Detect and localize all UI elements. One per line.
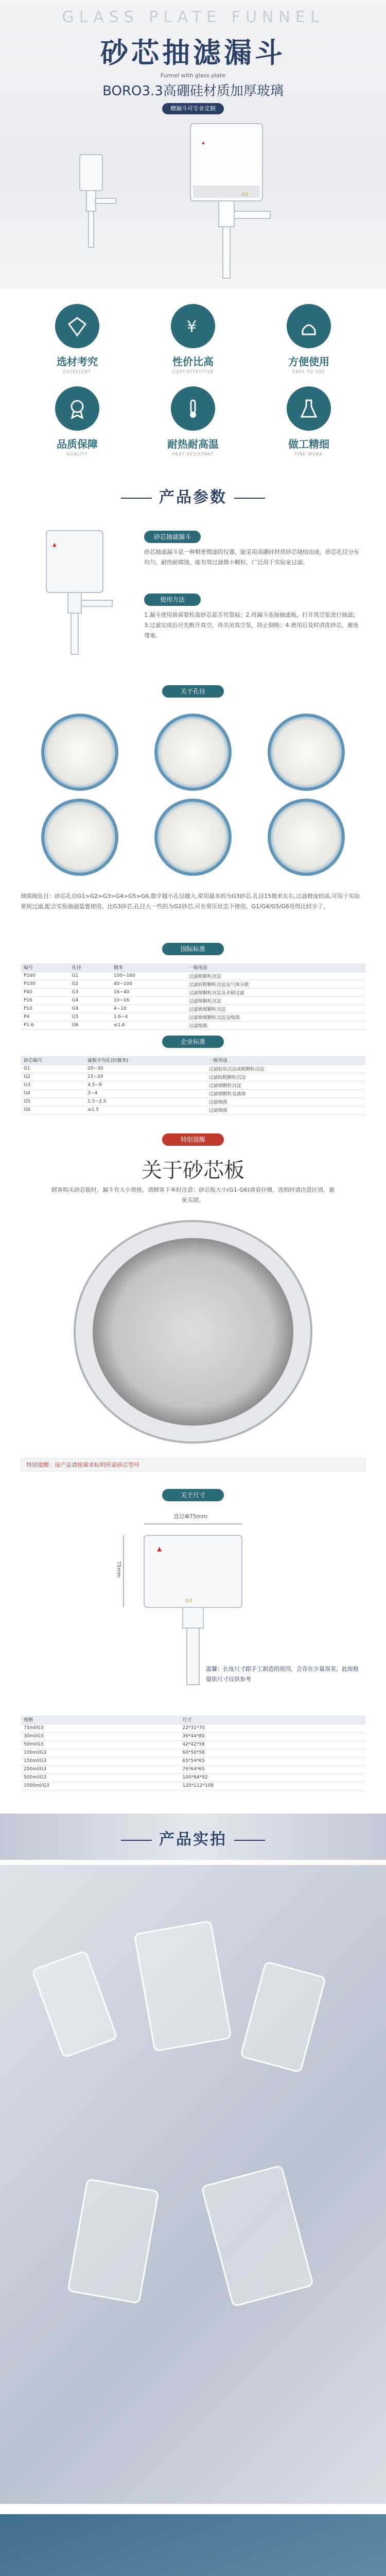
size-pill: 关于尺寸 — [162, 1489, 224, 1501]
feature-en: EASY TO USE — [292, 369, 325, 374]
table-cell: 过滤细颗粒沉淀 — [206, 1081, 365, 1089]
funnel-illustration — [0, 113, 386, 289]
table-cell: 过滤细颗粒及液体 — [206, 1089, 365, 1097]
table-row — [21, 996, 365, 1005]
table-cell: 1.6~4 — [111, 1013, 186, 1021]
pore-description: 细菌阀色目：砂芯孔径G1>G2>G3>G4>G5>G6,数字越小孔径越大,常用最多的为G3砂芯,孔径15微米左右,过滤精度较高,可用于实验常规过滤,配合实验抽滤装置使用。比G3砂芯,孔径大一些的为G2砂芯,可在常压状态下使用。G1/G4/G5/G6用得比较少了。 — [21, 893, 360, 910]
table-cell: 20~30 — [84, 1064, 205, 1073]
sand-pill: 特别提醒 — [162, 1133, 224, 1146]
table-cell: P40 — [21, 988, 69, 996]
usage-pill: 使用方法 — [144, 594, 201, 606]
table-row — [21, 1757, 365, 1765]
table-cell: 过滤细颗粒沉淀及水银过滤 — [186, 988, 365, 996]
table-header: 编号 — [21, 963, 69, 972]
table-row — [21, 1724, 365, 1732]
hero-sub-small: Funnel with glass plate — [160, 72, 226, 79]
medal-icon — [55, 386, 99, 431]
product-photo-1 — [0, 1865, 386, 2504]
standard-table-enterprise — [21, 1056, 365, 1114]
table-header: 孔径 — [69, 963, 111, 972]
feature-label: 性价比高 — [172, 355, 214, 368]
flask-icon — [287, 386, 331, 431]
feature-item — [154, 304, 232, 374]
table-cell: 65*54*65 — [179, 1757, 365, 1765]
feature-en: HEAT RESISTANT — [172, 452, 214, 456]
table-cell: 75ml/G3 — [21, 1724, 179, 1732]
table-cell: 100*84*92 — [179, 1773, 365, 1782]
table-cell: ≤1.6 — [111, 1021, 186, 1029]
hero-title: 砂芯抽滤漏斗 — [100, 37, 286, 69]
hero-eng-title: GLASS PLATE FUNNEL — [62, 8, 324, 26]
table-cell: G3 — [69, 988, 111, 996]
table-row — [21, 980, 365, 988]
svg-text:G3: G3 — [242, 192, 249, 197]
intro-pill: 砂芯抽滤漏斗 — [144, 531, 201, 543]
feature-item — [270, 386, 347, 456]
size-dim-top: 直径Φ75mm — [173, 1513, 208, 1520]
table-cell: 4~10 — [111, 1005, 186, 1013]
table-cell: G5 — [21, 1097, 84, 1106]
table-cell: G4 — [21, 1089, 84, 1097]
table-cell: 过滤细颗粒沉淀 — [186, 996, 365, 1005]
hero-subtitle: BORO3.3高硼硅材质加厚玻璃 — [102, 83, 284, 99]
table-cell: G5 — [69, 1013, 111, 1021]
feature-item — [39, 304, 116, 374]
table-row — [21, 1773, 365, 1782]
table-cell: G4 — [69, 1005, 111, 1013]
table-cell: 过滤较粗颗粒沉淀及气体分散 — [186, 980, 365, 988]
sand-note: 特别提醒：该产品请按需求标明所需砂芯型号 — [21, 1458, 365, 1471]
table-cell: 10~16 — [111, 996, 186, 1005]
feature-label: 耐热耐高温 — [167, 438, 219, 450]
table-row — [21, 1732, 365, 1740]
table-cell: 100~160 — [111, 972, 186, 980]
table-row — [21, 988, 365, 996]
pore-pill: 关于孔径 — [162, 685, 224, 698]
svg-text:G3: G3 — [185, 1598, 193, 1604]
hand-icon — [287, 304, 331, 348]
table-cell: G6 — [21, 1106, 84, 1114]
table-cell: 60*50*58 — [179, 1749, 365, 1757]
svg-text:¥: ¥ — [187, 318, 197, 336]
table-cell: P160 — [21, 972, 69, 980]
table-cell: 过滤粗颗粒沉淀 — [186, 972, 365, 980]
table-cell: 过滤细菌 — [186, 1021, 365, 1029]
table-cell: 150ml/G3 — [21, 1757, 179, 1765]
table-cell: G1 — [21, 1064, 84, 1073]
usage-text: 1.漏斗使用前需要检查砂芯是否有裂痕；2.将漏斗连接抽滤瓶，打开真空泵进行抽滤；3.过滤完成后应先断开真空，再关闭真空泵，防止倒吸；4.使用后及时清洗砂芯，避免堵塞。 — [144, 612, 359, 639]
table-header: 一般用途 — [206, 1056, 365, 1064]
table-header-row — [21, 1056, 365, 1064]
table-cell: 120*112*108 — [179, 1782, 365, 1790]
table-row — [21, 1081, 365, 1089]
table-header: 尺寸 — [179, 1716, 365, 1724]
table-cell: G2 — [69, 980, 111, 988]
table-cell: 15~20 — [84, 1073, 205, 1081]
table-cell: 16~40 — [111, 988, 186, 996]
standard-table-intl — [21, 963, 365, 1030]
table-row — [21, 1765, 365, 1773]
feature-en: QUALITY — [66, 452, 88, 456]
table-cell: G4 — [69, 996, 111, 1005]
table-cell: 50ml/G3 — [21, 1740, 179, 1749]
feature-grid — [0, 289, 386, 474]
table-cell: 过滤细菌 — [206, 1106, 365, 1114]
table-cell: 30ml/G3 — [21, 1732, 179, 1740]
feature-label: 方便使用 — [288, 355, 329, 368]
table-cell: 76*64*65 — [179, 1765, 365, 1773]
feature-en: COST-EFFECTIVE — [172, 369, 214, 374]
table-cell: 500ml/G3 — [21, 1773, 179, 1782]
table-cell: P100 — [21, 980, 69, 988]
table-row — [21, 1005, 365, 1013]
table-cell: 1.5~2.5 — [84, 1097, 205, 1106]
table-cell: 过滤较粗颗粒沉淀 — [206, 1073, 365, 1081]
table-cell: 过滤细菌 — [206, 1097, 365, 1106]
table-row — [21, 1097, 365, 1106]
funnel-illustration — [21, 526, 129, 659]
table-header-row — [21, 963, 365, 972]
table1-title: 国际标准 — [162, 943, 224, 955]
table-row — [21, 1782, 365, 1790]
table-cell: G3 — [21, 1081, 84, 1089]
svg-text:▲: ▲ — [201, 140, 206, 146]
yen-icon — [171, 304, 215, 348]
sand-text: 顾客购买砂芯板时，漏斗有大小规格，请顾客下单时注意：砂芯板大小(G1-G6)请看仔细，选购时请注意区别，避免买错。 — [51, 1187, 335, 1204]
feature-label: 选材考究 — [57, 355, 98, 368]
table-cell: 过滤极细颗粒沉淀 — [186, 1005, 365, 1013]
feature-en: EXCELLENT — [63, 369, 92, 374]
table-cell: 36*44*80 — [179, 1732, 365, 1740]
table-cell: G2 — [21, 1073, 84, 1081]
hero-banner — [0, 0, 386, 289]
table-header-row — [21, 1716, 365, 1724]
sand-title: 关于砂芯板 — [142, 1159, 244, 1182]
product-photo-2 — [0, 2514, 386, 2576]
table-cell: 1000ml/G3 — [21, 1782, 179, 1790]
size-note: 温馨：长度尺寸跟手工制造的原因，会存在少量误差，此规格提供尺寸仅供参考 — [206, 1666, 359, 1683]
table2-title: 企业标准 — [162, 1036, 224, 1048]
intro-text: 砂芯抽滤漏斗是一种精密微滤的仪器，能采用高硼硅材质砂芯烧结而成，砂芯孔径分布均匀，耐热耐腐蚀，能有效过滤微小颗粒，广泛用于实验室过滤。 — [144, 549, 359, 566]
sand-plate-image — [62, 1216, 324, 1448]
table-cell: P4 — [21, 1013, 69, 1021]
table-cell: ≤1.5 — [84, 1106, 205, 1114]
table-header: 滤板平均孔径(微米) — [84, 1056, 205, 1064]
diamond-icon — [55, 304, 99, 348]
table-cell: 22*31*70 — [179, 1724, 365, 1732]
table-cell: 250ml/G3 — [21, 1765, 179, 1773]
table-cell: G1 — [69, 972, 111, 980]
table-cell: 100ml/G3 — [21, 1749, 179, 1757]
feature-item — [270, 304, 347, 374]
feature-label: 品质保障 — [57, 438, 98, 450]
table-cell: 3~4 — [84, 1089, 205, 1097]
thermometer-icon — [171, 386, 215, 431]
section-heading-params: 产品参数 — [0, 484, 386, 507]
table-header: 砂芯编号 — [21, 1056, 84, 1064]
table-header: 一般用途 — [186, 963, 365, 972]
svg-text:▲: ▲ — [52, 542, 57, 548]
feature-item — [154, 386, 232, 456]
sand-core-samples — [26, 711, 360, 881]
table-cell: 过滤胶状沉淀或粗颗粒沉淀 — [206, 1064, 365, 1073]
feature-en: FINE WORK — [294, 452, 323, 456]
table-row — [21, 1013, 365, 1021]
table-cell: P10 — [21, 1005, 69, 1013]
feature-label: 做工精细 — [288, 438, 329, 450]
table-row — [21, 1740, 365, 1749]
table-cell: P1.6 — [21, 1021, 69, 1029]
table-cell: 40~100 — [111, 980, 186, 988]
table-row — [21, 1106, 365, 1114]
hero-badge: 赠漏斗可专业定制 — [162, 103, 224, 114]
table-row — [21, 1749, 365, 1757]
table-row — [21, 972, 365, 980]
table-header: 微米 — [111, 963, 186, 972]
table-cell: 过滤极细颗粒沉淀及细菌 — [186, 1013, 365, 1021]
table-header: 规格 — [21, 1716, 179, 1724]
table-cell: P16 — [21, 996, 69, 1005]
table-row — [21, 1089, 365, 1097]
table-row — [21, 1064, 365, 1073]
size-table — [21, 1716, 365, 1790]
table-row — [21, 1073, 365, 1081]
table-row — [21, 1021, 365, 1029]
size-dim-side: 75mm — [116, 1561, 121, 1578]
feature-item — [39, 386, 116, 456]
table-cell: 4.5~9 — [84, 1081, 205, 1089]
section-heading-photos: 产品实拍 — [0, 1826, 386, 1849]
svg-text:▲: ▲ — [157, 1545, 162, 1552]
table-cell: 42*42*58 — [179, 1740, 365, 1749]
table-cell: G6 — [69, 1021, 111, 1029]
